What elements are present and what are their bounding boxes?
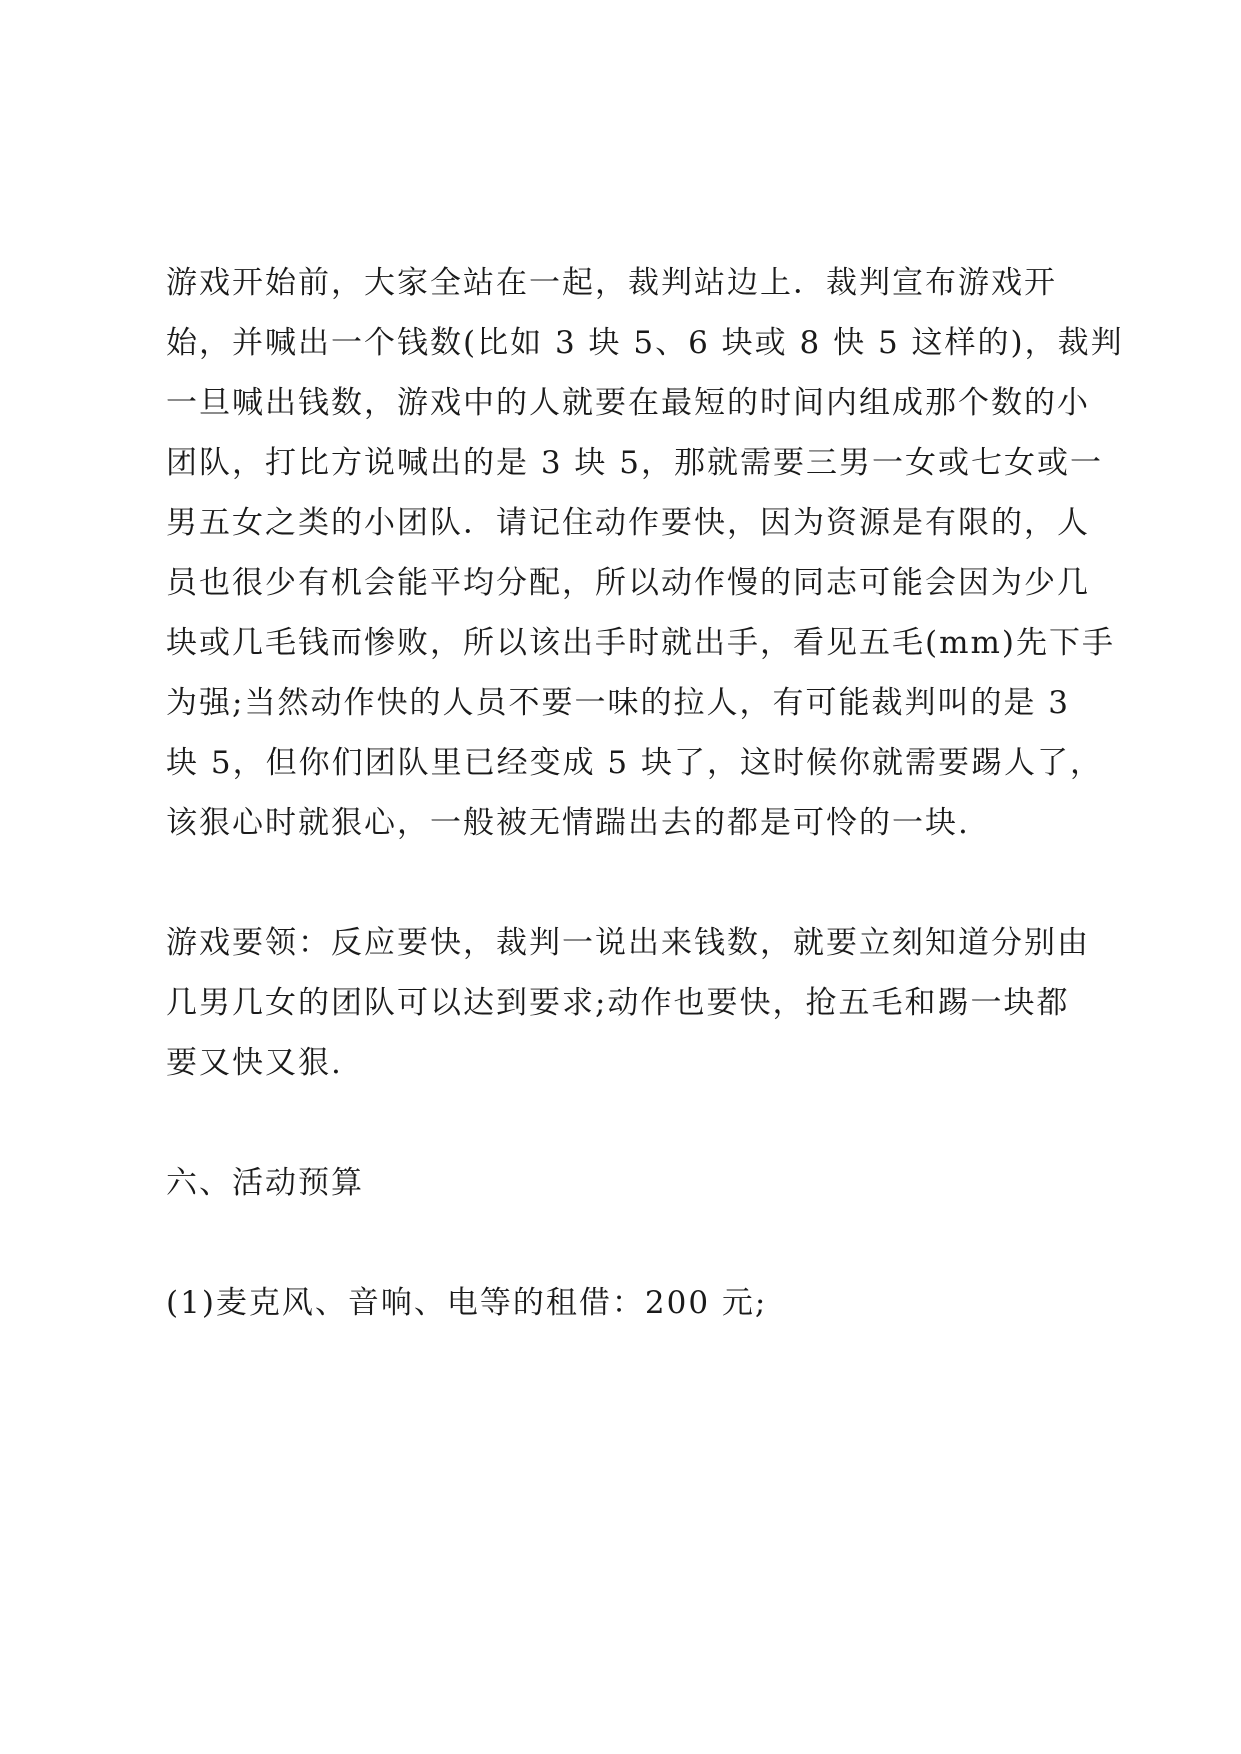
paragraph-1-line-8: 为强;当然动作快的人员不要一味的拉人，有可能裁判叫的是 3 (166, 685, 1071, 721)
paragraph-1-line-9: 块 5，但你们团队里已经变成 5 块了，这时候你就需要踢人了， (166, 745, 1104, 781)
paragraph-1-line-5: 男五女之类的小团队．请记住动作要快，因为资源是有限的，人 (166, 505, 1090, 541)
section-heading: 六、活动预算 (166, 1165, 364, 1201)
paragraph-1-line-3: 一旦喊出钱数，游戏中的人就要在最短的时间内组成那个数的小 (166, 385, 1090, 421)
paragraph-1-line-6: 员也很少有机会能平均分配，所以动作慢的同志可能会因为少几 (166, 565, 1090, 601)
paragraph-2-line-3: 要又快又狠. (166, 1045, 343, 1081)
paragraph-2-line-2: 几男几女的团队可以达到要求;动作也要快，抢五毛和踢一块都 (166, 985, 1070, 1021)
paragraph-1-line-7: 块或几毛钱而惨败，所以该出手时就出手，看见五毛(mm)先下手 (166, 625, 1115, 661)
budget-item-1: (1)麦克风、音响、电等的租借：200 元; (166, 1285, 768, 1321)
paragraph-2-line-1: 游戏要领：反应要快，裁判一说出来钱数，就要立刻知道分别由 (166, 925, 1090, 961)
paragraph-1-line-2: 始，并喊出一个钱数(比如 3 块 5、6 块或 8 快 5 这样的)，裁判 (166, 325, 1124, 361)
paragraph-1-line-10: 该狠心时就狠心，一般被无情踹出去的都是可怜的一块. (166, 805, 970, 841)
paragraph-1-line-1: 游戏开始前，大家全站在一起，裁判站边上．裁判宣布游戏开 (166, 265, 1057, 301)
paragraph-1-line-4: 团队，打比方说喊出的是 3 块 5，那就需要三男一女或七女或一 (166, 445, 1104, 481)
